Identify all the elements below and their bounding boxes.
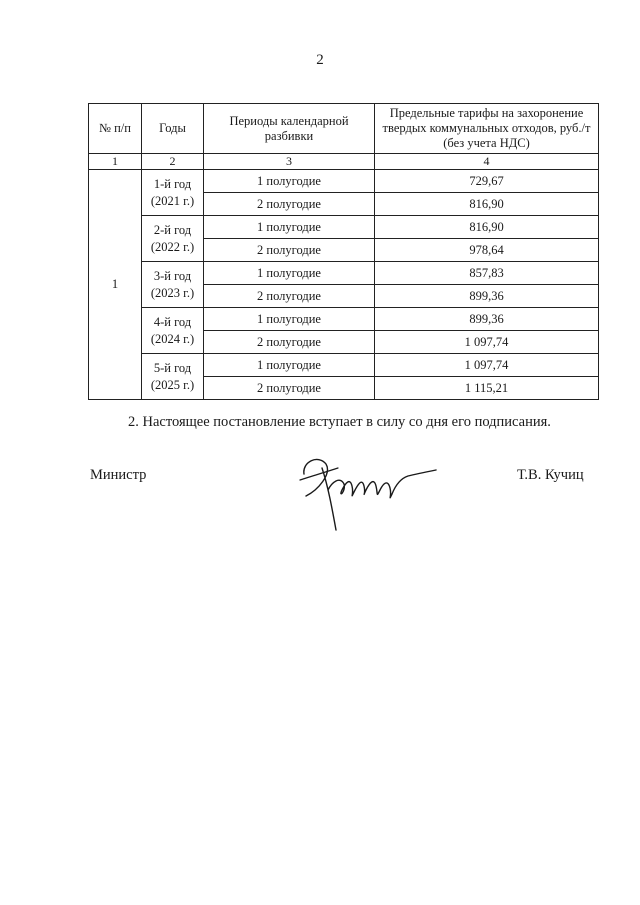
tariff-cell: 1 115,21	[375, 377, 599, 400]
period-cell: 1 полугодие	[204, 262, 375, 285]
signature-stroke	[300, 468, 338, 480]
page-number: 2	[316, 52, 324, 68]
period-cell: 1 полугодие	[204, 216, 375, 239]
tariff-cell: 729,67	[375, 170, 599, 193]
tariff-cell: 857,83	[375, 262, 599, 285]
row-number-cell: 1	[89, 170, 142, 400]
tariff-cell: 816,90	[375, 193, 599, 216]
table-row	[89, 308, 599, 331]
period-cell: 2 полугодие	[204, 377, 375, 400]
header-tariffs: Предельные тарифы на захоронение твердых коммунальных отходов, руб./т (без учета НДС)	[375, 104, 599, 154]
signatory-name: Т.В. Кучиц	[517, 467, 584, 483]
column-number: 4	[375, 154, 599, 170]
tariff-cell: 816,90	[375, 216, 599, 239]
year-cell: 1-й год (2021 г.)	[142, 170, 204, 216]
tariff-cell: 978,64	[375, 239, 599, 262]
period-cell: 2 полугодие	[204, 331, 375, 354]
column-number: 2	[142, 154, 204, 170]
period-cell: 1 полугодие	[204, 308, 375, 331]
table-row	[89, 354, 599, 377]
period-cell: 1 полугодие	[204, 170, 375, 193]
signatory-role: Министр	[90, 467, 147, 483]
period-cell: 2 полугодие	[204, 193, 375, 216]
clause-text: 2. Настоящее постановление вступает в силу со дня его подписания.	[128, 414, 551, 430]
column-number: 1	[89, 154, 142, 170]
table-header-row	[89, 104, 599, 154]
period-cell: 2 полугодие	[204, 239, 375, 262]
year-cell: 2-й год (2022 г.)	[142, 216, 204, 262]
period-cell: 2 полугодие	[204, 285, 375, 308]
handwritten-signature	[292, 446, 442, 536]
table-row	[89, 216, 599, 239]
year-cell: 5-й год (2025 г.)	[142, 354, 204, 400]
tariff-cell: 899,36	[375, 285, 599, 308]
header-periods: Периоды календарной разбивки	[204, 104, 375, 154]
column-number-row	[89, 154, 599, 170]
table-row	[89, 170, 599, 193]
tariff-table	[88, 103, 599, 400]
column-number: 3	[204, 154, 375, 170]
header-number: № п/п	[89, 104, 142, 154]
tariff-cell: 1 097,74	[375, 354, 599, 377]
table-row	[89, 262, 599, 285]
header-years: Годы	[142, 104, 204, 154]
signature-stroke	[304, 459, 436, 530]
tariff-cell: 1 097,74	[375, 331, 599, 354]
year-cell: 3-й год (2023 г.)	[142, 262, 204, 308]
period-cell: 1 полугодие	[204, 354, 375, 377]
tariff-cell: 899,36	[375, 308, 599, 331]
year-cell: 4-й год (2024 г.)	[142, 308, 204, 354]
